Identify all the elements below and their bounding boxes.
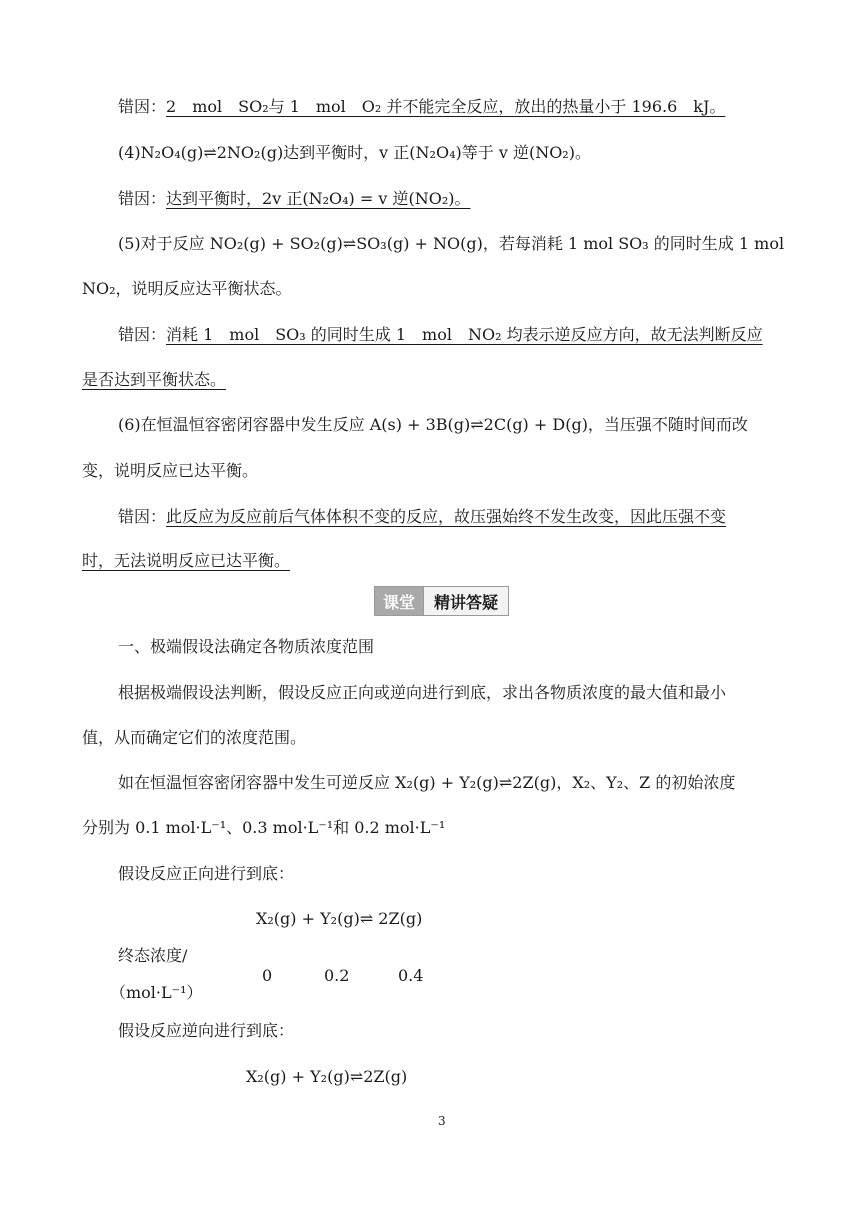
error-reason-line-4 bbox=[118, 506, 726, 528]
item-5-statement: (5)对于反应 NO₂(g) + SO₂(g)⇌SO₃(g) + NO(g)，若每消耗 1 mol SO₃ 的同时生成 1 mol bbox=[118, 234, 785, 253]
item-4-statement: (4)N₂O₄(g)⇌2NO₂(g)达到平衡时，v 正(N₂O₄)等于 v 逆(NO₂)。 bbox=[118, 143, 591, 162]
item-6-statement-cont: 变，说明反应已达平衡。 bbox=[82, 461, 259, 480]
paragraph-line: 根据极端假设法判断，假设反应正向或逆向进行到底，求出各物质浓度的最大值和最小 bbox=[118, 683, 727, 702]
error-prefix: 错因： bbox=[118, 97, 167, 116]
section-heading: 一、极端假设法确定各物质浓度范围 bbox=[118, 637, 375, 656]
paragraph-line: 假设反应正向进行到底： bbox=[118, 864, 295, 883]
badge-right-label: 精讲答疑 bbox=[423, 587, 508, 615]
paragraph-line: 如在恒温恒容密闭容器中发生可逆反应 X₂(g) + Y₂(g)⇌2Z(g)，X₂、Y₂、Z 的初始浓度 bbox=[118, 773, 736, 792]
paragraph-line: 值，从而确定它们的浓度范围。 bbox=[82, 728, 307, 747]
error-reason-line-1 bbox=[118, 96, 725, 118]
page-number: 3 bbox=[438, 1114, 446, 1128]
value-y2: 0.2 bbox=[324, 966, 350, 985]
error-text: 2 mol SO₂与 1 mol O₂ 并不能完全反应，放出的热量小于 196.6 kJ。 bbox=[166, 97, 726, 116]
final-concentration-label: 终态浓度/ bbox=[118, 946, 188, 965]
error-prefix: 错因： bbox=[118, 189, 167, 208]
error-prefix: 错因： bbox=[118, 325, 167, 344]
section-badge bbox=[374, 586, 509, 616]
equation-reverse: X₂(g) + Y₂(g)⇌2Z(g) bbox=[246, 1067, 408, 1086]
error-text: 是否达到平衡状态。 bbox=[82, 370, 227, 389]
paragraph-line: 分别为 0.1 mol·L⁻¹、0.3 mol·L⁻¹和 0.2 mol·L⁻¹ bbox=[82, 818, 446, 837]
error-text: 此反应为反应前后气体体积不变的反应，故压强始终不发生改变，因此压强不变 bbox=[166, 507, 727, 526]
error-text: 消耗 1 mol SO₃ 的同时生成 1 mol NO₂ 均表示逆反应方向，故无法判断反应 bbox=[166, 325, 763, 344]
error-text: 达到平衡时，2v 正(N₂O₄) = v 逆(NO₂)。 bbox=[166, 189, 471, 208]
value-z: 0.4 bbox=[398, 966, 424, 985]
error-reason-line-3 bbox=[118, 324, 763, 346]
badge-left-label: 课堂 bbox=[375, 587, 423, 615]
error-reason-line-3-cont bbox=[82, 369, 226, 391]
item-6-statement: (6)在恒温恒容密闭容器中发生反应 A(s) + 3B(g)⇌2C(g) + D(g)，当压强不随时间而改 bbox=[118, 415, 748, 434]
paragraph-line: 假设反应逆向进行到底： bbox=[118, 1021, 295, 1040]
error-reason-line-4-cont bbox=[82, 550, 290, 572]
final-concentration-unit: （mol·L⁻¹） bbox=[110, 983, 203, 1002]
equation-forward: X₂(g) + Y₂(g)⇌ 2Z(g) bbox=[256, 909, 423, 928]
error-text: 时，无法说明反应已达平衡。 bbox=[82, 551, 291, 570]
item-5-statement-cont: NO₂，说明反应达平衡状态。 bbox=[82, 279, 292, 298]
error-reason-line-2 bbox=[118, 188, 470, 210]
error-prefix: 错因： bbox=[118, 507, 167, 526]
value-x2: 0 bbox=[262, 966, 273, 985]
